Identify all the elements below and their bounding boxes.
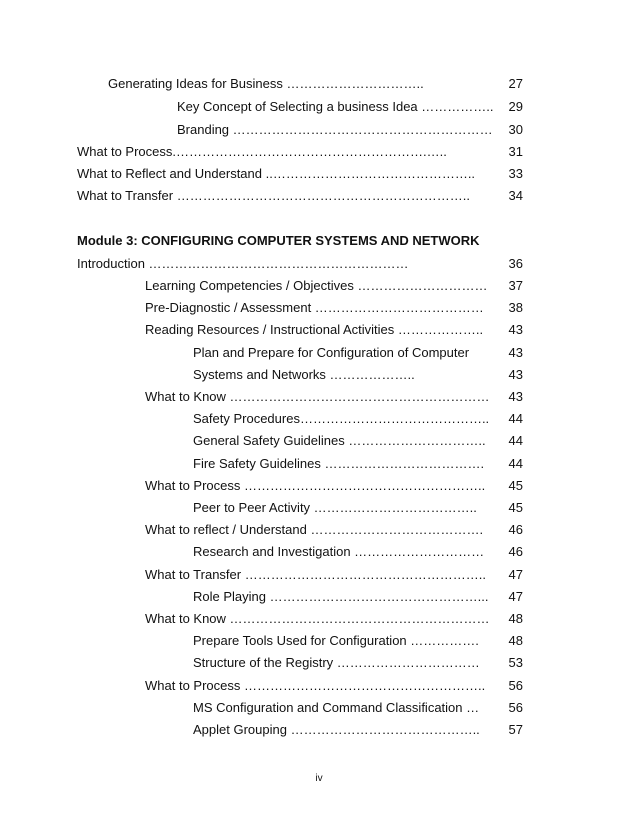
toc-entry-page: 45 bbox=[508, 478, 523, 493]
toc-entry-page: 53 bbox=[508, 655, 523, 670]
toc-entry-title: Peer to Peer Activity ……………………………….. bbox=[193, 500, 477, 515]
toc-entry bbox=[0, 632, 638, 650]
toc-entry-page: 43 bbox=[508, 345, 523, 360]
toc-entry bbox=[0, 699, 638, 717]
toc-entry-title: What to Know …………………………………………………… bbox=[145, 611, 490, 626]
toc-entry bbox=[0, 75, 638, 93]
toc-entry-page: 45 bbox=[508, 500, 523, 515]
toc-entry-page: 44 bbox=[508, 411, 523, 426]
toc-entry-title: Systems and Networks ……………….. bbox=[193, 367, 415, 382]
toc-entry bbox=[0, 588, 638, 606]
toc-entry-title: MS Configuration and Command Classification … bbox=[193, 700, 480, 715]
toc-entry-page: 57 bbox=[508, 722, 523, 737]
toc-entry-page: 47 bbox=[508, 589, 523, 604]
toc-entry bbox=[0, 366, 638, 384]
toc-entry-title: Safety Procedures…………………………………….. bbox=[193, 411, 490, 426]
toc-entry-page: 29 bbox=[508, 99, 523, 114]
toc-entry-title: What to Process ……………………………………………….. bbox=[145, 678, 486, 693]
toc-entry-page: 31 bbox=[508, 144, 523, 159]
toc-entry bbox=[0, 344, 638, 362]
toc-entry-title: Generating Ideas for Business ………………………….. bbox=[108, 76, 424, 91]
toc-entry-title: Learning Competencies / Objectives ………………………… bbox=[145, 278, 488, 293]
toc-entry-title: Key Concept of Selecting a business Idea …………….. bbox=[177, 99, 494, 114]
toc-entry-title: Plan and Prepare for Configuration of Computer bbox=[193, 345, 470, 360]
toc-entry-title: What to Process ……………………………………………….. bbox=[145, 478, 486, 493]
toc-entry-page: 30 bbox=[508, 122, 523, 137]
toc-entry-page: 43 bbox=[508, 367, 523, 382]
toc-entry bbox=[0, 143, 638, 161]
toc-entry-title: What to Reflect and Understand ..……………………………………….. bbox=[77, 166, 476, 181]
toc-entry-title: Role Playing …………………………………………... bbox=[193, 589, 489, 604]
toc-entry bbox=[0, 410, 638, 428]
toc-entry bbox=[0, 432, 638, 450]
toc-entry-page: 36 bbox=[508, 256, 523, 271]
toc-entry bbox=[0, 543, 638, 561]
toc-entry bbox=[0, 388, 638, 406]
toc-entry-page: 34 bbox=[508, 188, 523, 203]
toc-entry bbox=[0, 521, 638, 539]
toc-entry-page: 33 bbox=[508, 166, 523, 181]
toc-entry-page: 43 bbox=[508, 322, 523, 337]
toc-entry-title: Reading Resources / Instructional Activities ……………….. bbox=[145, 322, 484, 337]
toc-entry-page: 44 bbox=[508, 433, 523, 448]
toc-entry-title: Research and Investigation ………………………… bbox=[193, 544, 485, 559]
toc-entry-page: 44 bbox=[508, 456, 523, 471]
toc-entry bbox=[0, 321, 638, 339]
toc-entry bbox=[0, 299, 638, 317]
toc-entry-title: Structure of the Registry …………………………… bbox=[193, 655, 480, 670]
toc-entry bbox=[0, 654, 638, 672]
toc-entry bbox=[0, 255, 638, 273]
toc-entry-page: 48 bbox=[508, 633, 523, 648]
toc-entry-page: 46 bbox=[508, 544, 523, 559]
toc-entry bbox=[0, 277, 638, 295]
toc-entry-title: Prepare Tools Used for Configuration ……………. bbox=[193, 633, 479, 648]
toc-entry-page: 43 bbox=[508, 389, 523, 404]
toc-entry-page: 56 bbox=[508, 678, 523, 693]
toc-entry-title: What to Process.………………………………………………….….. bbox=[77, 144, 447, 159]
toc-entry-page: 38 bbox=[508, 300, 523, 315]
page-number: iv bbox=[315, 773, 323, 784]
toc-entry bbox=[0, 677, 638, 695]
toc-entry bbox=[0, 98, 638, 116]
toc-entry bbox=[0, 610, 638, 628]
toc-entry-title: Applet Grouping …………………………………….. bbox=[193, 722, 480, 737]
toc-entry-page: 47 bbox=[508, 567, 523, 582]
toc-entry-page: 37 bbox=[508, 278, 523, 293]
toc-entry-page: 46 bbox=[508, 522, 523, 537]
toc-entry bbox=[0, 121, 638, 139]
toc-entry bbox=[0, 721, 638, 739]
toc-entry-title: Introduction …………………………………………………… bbox=[77, 256, 409, 271]
toc-entry bbox=[0, 566, 638, 584]
toc-entry-title: Fire Safety Guidelines ………………………………. bbox=[193, 456, 485, 471]
toc-entry-title: Branding …………………………………………………… bbox=[177, 122, 493, 137]
toc-entry-page: 56 bbox=[508, 700, 523, 715]
toc-entry bbox=[0, 455, 638, 473]
toc-entry bbox=[0, 165, 638, 183]
toc-entry-page: 48 bbox=[508, 611, 523, 626]
toc-entry-title: What to Know …………………………………………………… bbox=[145, 389, 490, 404]
toc-entry-title: What to Transfer ……………………………………………….. bbox=[145, 567, 486, 582]
toc-entry bbox=[0, 477, 638, 495]
module-heading: Module 3: CONFIGURING COMPUTER SYSTEMS AND NETWORK bbox=[77, 233, 480, 248]
toc-entry bbox=[0, 187, 638, 205]
toc-entry-title: What to reflect / Understand …………………………………. bbox=[145, 522, 484, 537]
toc-entry-page: 27 bbox=[508, 76, 523, 91]
toc-entry-title: General Safety Guidelines ………………………….. bbox=[193, 433, 486, 448]
toc-entry-title: Pre-Diagnostic / Assessment ………………………………… bbox=[145, 300, 484, 315]
toc-entry-title: What to Transfer ………………………………………………………….. bbox=[77, 188, 470, 203]
toc-entry bbox=[0, 499, 638, 517]
